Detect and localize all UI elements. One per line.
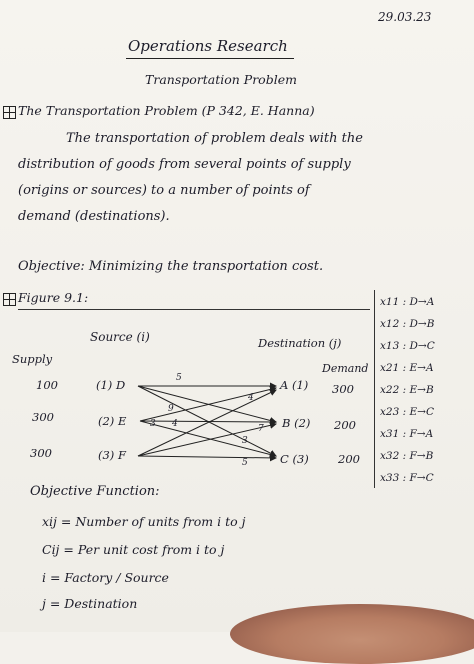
cost-label: 5 [176, 373, 182, 383]
cost-label: 4 [248, 393, 254, 403]
paragraph-line: demand (destinations). [18, 209, 170, 224]
supply-value: 300 [30, 446, 52, 460]
route-arrow [138, 390, 276, 456]
objective-function-heading: Objective Function: [30, 484, 160, 499]
date: 29.03.23 [378, 10, 432, 24]
definition-line: j = Destination [42, 596, 138, 611]
definition-line: Cij = Per unit cost from i to j [42, 542, 225, 557]
route-arrow [138, 424, 276, 456]
section-heading: The Transportation Problem (P 342, E. Hanna) [18, 103, 315, 118]
cost-label: 3 [150, 419, 156, 429]
cost-label: 4 [172, 419, 178, 429]
hand-photo-artifact [230, 604, 474, 664]
source-node: (3) F [98, 448, 126, 462]
cost-label: 7 [258, 424, 264, 434]
paragraph-line: distribution of goods from several points of supply [18, 157, 351, 172]
legend-item: x13 : D→C [380, 340, 435, 352]
legend-item: x32 : F→B [380, 450, 434, 462]
supply-value: 300 [32, 410, 54, 424]
objective-text: Objective: Minimizing the transportation cost. [18, 259, 324, 274]
page-title: Operations Research [128, 37, 288, 55]
paragraph-line: The transportation of problem deals with the [66, 131, 363, 146]
route-arrow [138, 456, 276, 458]
route-arrow [140, 421, 276, 422]
legend-item: x21 : E→A [380, 362, 434, 374]
figure-label: Figure 9.1: [18, 290, 89, 305]
destination-node: A (1) [280, 378, 309, 392]
legend-item: x33 : F→C [380, 472, 434, 484]
legend-item: x23 : E→C [380, 406, 434, 418]
source-node: (2) E [98, 414, 127, 428]
demand-value: 200 [334, 418, 356, 432]
route-arrow [140, 388, 276, 421]
destination-node: B (2) [282, 416, 311, 430]
legend-item: x11 : D→A [380, 296, 435, 308]
demand-value: 300 [332, 382, 354, 396]
page-subtitle: Transportation Problem [145, 72, 297, 87]
demand-value: 200 [338, 452, 360, 466]
definition-line: xij = Number of units from i to j [42, 514, 246, 529]
demand-header: Demand [322, 362, 369, 375]
legend-item: x12 : D→B [380, 318, 435, 330]
definition-line: i = Factory / Source [42, 570, 169, 585]
cost-label: 5 [242, 458, 248, 468]
source-header: Source (i) [90, 330, 150, 344]
supply-value: 100 [36, 378, 58, 392]
cost-label: 3 [242, 436, 248, 446]
cost-label: 9 [168, 404, 174, 414]
legend-item: x31 : F→A [380, 428, 434, 440]
paragraph-line: (origins or sources) to a number of points of [18, 183, 310, 198]
destination-node: C (3) [280, 452, 309, 466]
destination-header: Destination (j) [258, 336, 342, 350]
legend-item: x22 : E→B [380, 384, 434, 396]
source-node: (1) D [96, 378, 126, 392]
supply-header: Supply [12, 352, 53, 366]
